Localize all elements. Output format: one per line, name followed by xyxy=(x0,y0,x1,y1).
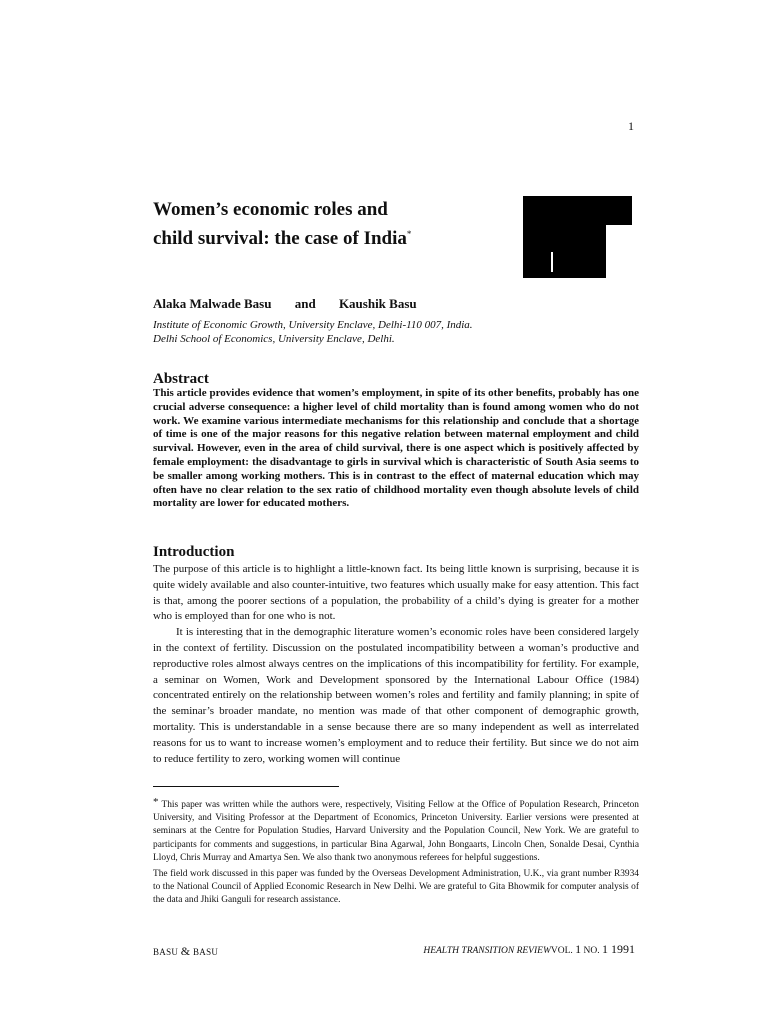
footnote-rule xyxy=(153,786,339,787)
journal-logo xyxy=(523,196,632,278)
footer-vol-number: 1 xyxy=(575,942,582,956)
footer-vol-label: VOL. xyxy=(550,946,573,956)
abstract-text: This article provides evidence that women’s employment, in spite of its other benefits, probably has one crucial adverse consequence: a higher level of child mortality than is found among women who do not work. We examine various intermediate mechanisms for this relationship and conclude that a shortage of time is one of the major reasons for this negative relation between maternal employment and child survival. However, even in the area of child survival, there is one aspect which is positively affected by female employment: the disadvantage to girls in survival which is characteristic of South Asia seems to be smaller among working mothers. This is in contrast to the effect of maternal education which may often have no clear relation to the sex ratio of childhood mortality even though absolute levels of child mortality are lower for educated mothers. xyxy=(153,387,639,510)
running-footer-journal xyxy=(423,942,635,957)
article-title xyxy=(153,197,493,251)
logo-top-block xyxy=(523,196,632,225)
footer-ampersand: & xyxy=(180,944,191,958)
intro-paragraph-1: The purpose of this article is to highlight a little-known fact. Its being little known is surprising, because it is quite widely available and also counter-intuitive, two features which usually make for easy attention. This fact is that, among the poorer sections of a population, the probability of a child’s dying is greater for a mother who is employed than for one who is not. xyxy=(153,563,639,623)
footer-author-a: BASU xyxy=(153,947,179,957)
author-2: Kaushik Basu xyxy=(338,296,417,311)
logo-mark xyxy=(551,252,553,272)
affiliations xyxy=(153,318,473,346)
title-footnote-marker[interactable]: * xyxy=(406,229,412,239)
footer-journal-name: HEALTH TRANSITION REVIEW xyxy=(423,946,551,956)
footnote-marker: * xyxy=(153,796,159,808)
introduction-body xyxy=(153,562,639,767)
footer-no-label: NO. xyxy=(583,946,600,956)
affiliation-2: Delhi School of Economics, University Enclave, Delhi. xyxy=(153,333,395,345)
intro-paragraph-2: It is interesting that in the demographic literature women’s economic roles have been considered largely in the context of fertility. Discussion on the postulated incompatibility between a woman’s productive and reproductive roles almost always centres on the implications of this incompatibility for fertility. For example, a seminar on Women, Work and Development sponsored by the International Labour Office (1984) concentrated entirely on the relationship between women’s roles and fertility and family planning; in spite of the seminar’s broader mandate, no mention was made of that other component of demographic growth, mortality. This is understandable in a sense because there are so many independent as well as interrelated reasons for us to want to increase women’s employment and to reduce their fertility. But since we do not aim to reduce fertility to zero, working women will continue xyxy=(153,626,639,765)
page-number: 1 xyxy=(628,119,634,133)
author-1: Alaka Malwade Basu xyxy=(153,296,272,311)
introduction-heading: Introduction xyxy=(153,544,235,560)
footer-no-year: 1 1991 xyxy=(602,942,635,956)
affiliation-1: Institute of Economic Growth, University Enclave, Delhi-110 007, India. xyxy=(153,319,473,331)
footnote-1 xyxy=(153,796,639,865)
footnote-1-text: This paper was written while the authors were, respectively, Visiting Fellow at the Office of Population Research, Princeton University, and Visiting Professor at the Department of Economics, Princeton University. Earlier versions were presented at seminars at the Centre for Population Studies, Harvard University and the Population Council, New York. We are grateful to participants for comments and suggestions, in particular Bina Agarwal, John Bongaarts, Lincoln Chen, Sonalde Desai, Cynthia Lloyd, Chris Murray and Amartya Sen. We also thank two anonymous referees for helpful suggestions. xyxy=(153,800,639,863)
logo-bottom-block xyxy=(523,225,606,278)
title-line-1: Women’s economic roles and xyxy=(153,199,388,220)
footer-author-b: BASU xyxy=(192,947,219,957)
abstract-heading: Abstract xyxy=(153,371,209,387)
author-conjunction: and xyxy=(294,296,316,311)
authors xyxy=(153,296,417,312)
footnote-2: The field work discussed in this paper was funded by the Overseas Development Administration, U.K., via grant number R3934 to the National Council of Applied Economic Research in New Delhi. We are grateful to Gita Bhowmik for computer analysis of the data and Jhiki Ganguli for research assistance. xyxy=(153,869,639,906)
footnotes xyxy=(153,796,639,911)
running-footer-authors xyxy=(153,944,218,959)
title-line-2: child survival: the case of India xyxy=(153,228,407,249)
